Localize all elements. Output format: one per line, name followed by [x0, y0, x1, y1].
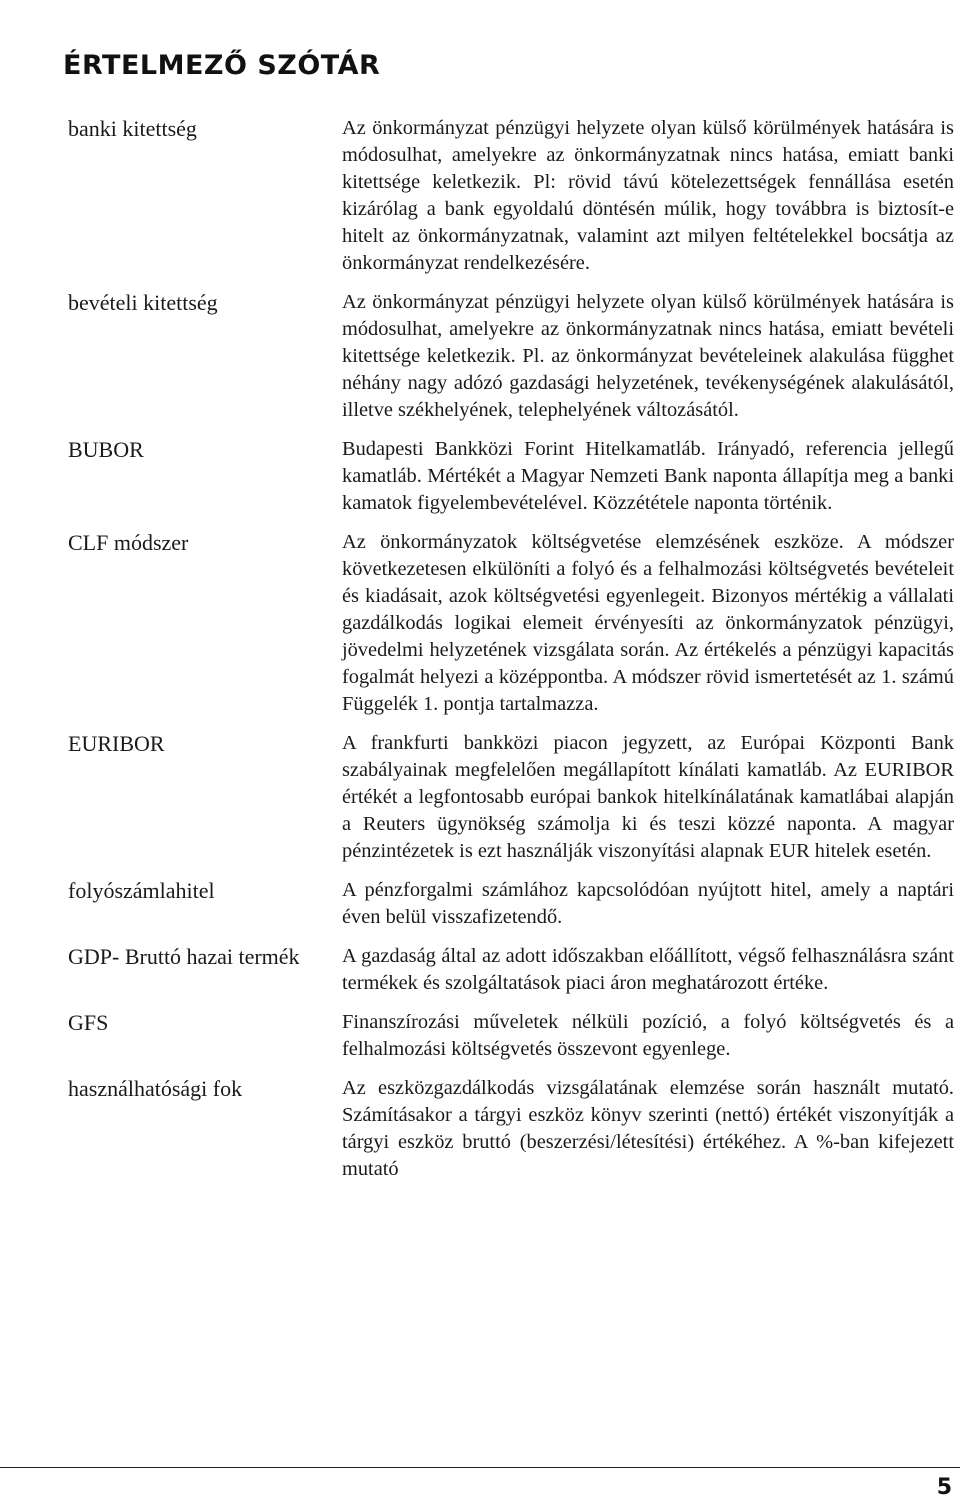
glossary-definition: Az önkormányzatok költségvetése elemzésének eszköze. A módszer következetesen elkülöníti a folyó és a felhalmozási költségvetés bevételeit és kiadásait, azok költségvetési egyenlegeit. Bizonyos mértékig a vállalati gazdálkodás logikai elemeit érvényesíti az önkormányzatok pénzügyi, jövedelmi helyzetének vizsgálata során. Az értékelés a pénzügyi kapacitás fogalmát helyezi a középpontba. A módszer rövid ismertetését az 1. számú Függelék 1. pontja tartalmazza. [342, 531, 954, 715]
glossary-definition: Az önkormányzat pénzügyi helyzete olyan külső körülmények hatására is módosulhat, amelyekre az önkormányzatnak nincs hatása, emiatt banki kitettsége keletkezik. Pl: rövid távú kötelezettségek fennállása esetén kizárólag a bank egyoldalú döntésén múlik, hogy továbbra is biztosít-e hitelt az önkormányzatnak, valamint azt milyen feltételekkel bocsátja az önkormányzat rendelkezésére. [342, 117, 954, 274]
glossary-entry-gdp [0, 943, 960, 997]
glossary-term: GFS [68, 1010, 109, 1035]
glossary-entry-beveteli-kitettseg [0, 289, 960, 424]
glossary-entry-folyoszamlahitel [0, 877, 960, 931]
glossary [0, 115, 960, 1195]
glossary-term: használhatósági fok [68, 1076, 243, 1101]
glossary-term: folyószámlahitel [68, 878, 215, 903]
page-title: ÉRTELMEZŐ SZÓTÁR [63, 50, 381, 81]
glossary-entry-euribor [0, 730, 960, 865]
glossary-definition: Budapesti Bankközi Forint Hitelkamatláb. Irányadó, referencia jellegű kamatláb. Mértékét a Magyar Nemzeti Bank naponta állapítja meg a banki kamatok figyelembevételével. Közzététele naponta történik. [342, 438, 954, 514]
glossary-definition: Finanszírozási műveletek nélküli pozíció, a folyó költségvetés és a felhalmozási költségvetés összevont egyenlege. [342, 1011, 954, 1060]
footer-divider [0, 1467, 960, 1468]
glossary-definition: Az eszközgazdálkodás vizsgálatának elemzése során használt mutató. Számításakor a tárgyi eszköz könyv szerinti (nettó) értékét viszonyítják a tárgyi eszköz bruttó (beszerzési/létesítési) értékéhez. A %-ban kifejezett mutató [342, 1077, 954, 1180]
glossary-term: bevételi kitettség [68, 290, 218, 315]
glossary-entry-bubor [0, 436, 960, 517]
glossary-definition: Az önkormányzat pénzügyi helyzete olyan külső körülmények hatására is módosulhat, amelyekre az önkormányzatnak nincs hatása, emiatt bevételi kitettsége keletkezik. Pl. az önkormányzat bevételeinek alakulása függhet néhány nagy adózó gazdasági helyzetének, tevékenységének alakulásától, illetve székhelyének, telephelyének változásától. [342, 291, 954, 421]
glossary-term: CLF módszer [68, 530, 189, 555]
glossary-definition: A pénzforgalmi számlához kapcsolódóan nyújtott hitel, amely a naptári éven belül visszafizetendő. [342, 879, 954, 928]
glossary-entry-hasznalhatosagi-fok [0, 1075, 960, 1183]
glossary-term: EURIBOR [68, 731, 165, 756]
glossary-definition: A gazdaság által az adott időszakban előállított, végső felhasználásra szánt termékek és szolgáltatások piaci áron meghatározott értéke. [342, 945, 954, 994]
glossary-entry-banki-kitettseg [0, 115, 960, 277]
glossary-term: banki kitettség [68, 116, 197, 141]
glossary-entry-clf-modszer [0, 529, 960, 718]
glossary-term: BUBOR [68, 437, 144, 462]
glossary-term: GDP- Bruttó hazai termék [68, 944, 300, 969]
page-number: 5 [936, 1475, 952, 1500]
glossary-definition: A frankfurti bankközi piacon jegyzett, az Európai Központi Bank szabályainak megfelelően megállapított kínálati kamatláb. Az EURIBOR értékét a legfontosabb európai bankok hitelkínálatának kamatlábai alapján a Reuters ügynökség számolja ki és teszi közzé naponta. A magyar pénzintézetek is ezt használják viszonyítási alapnak EUR hitelek esetén. [342, 732, 954, 862]
glossary-entry-gfs [0, 1009, 960, 1063]
